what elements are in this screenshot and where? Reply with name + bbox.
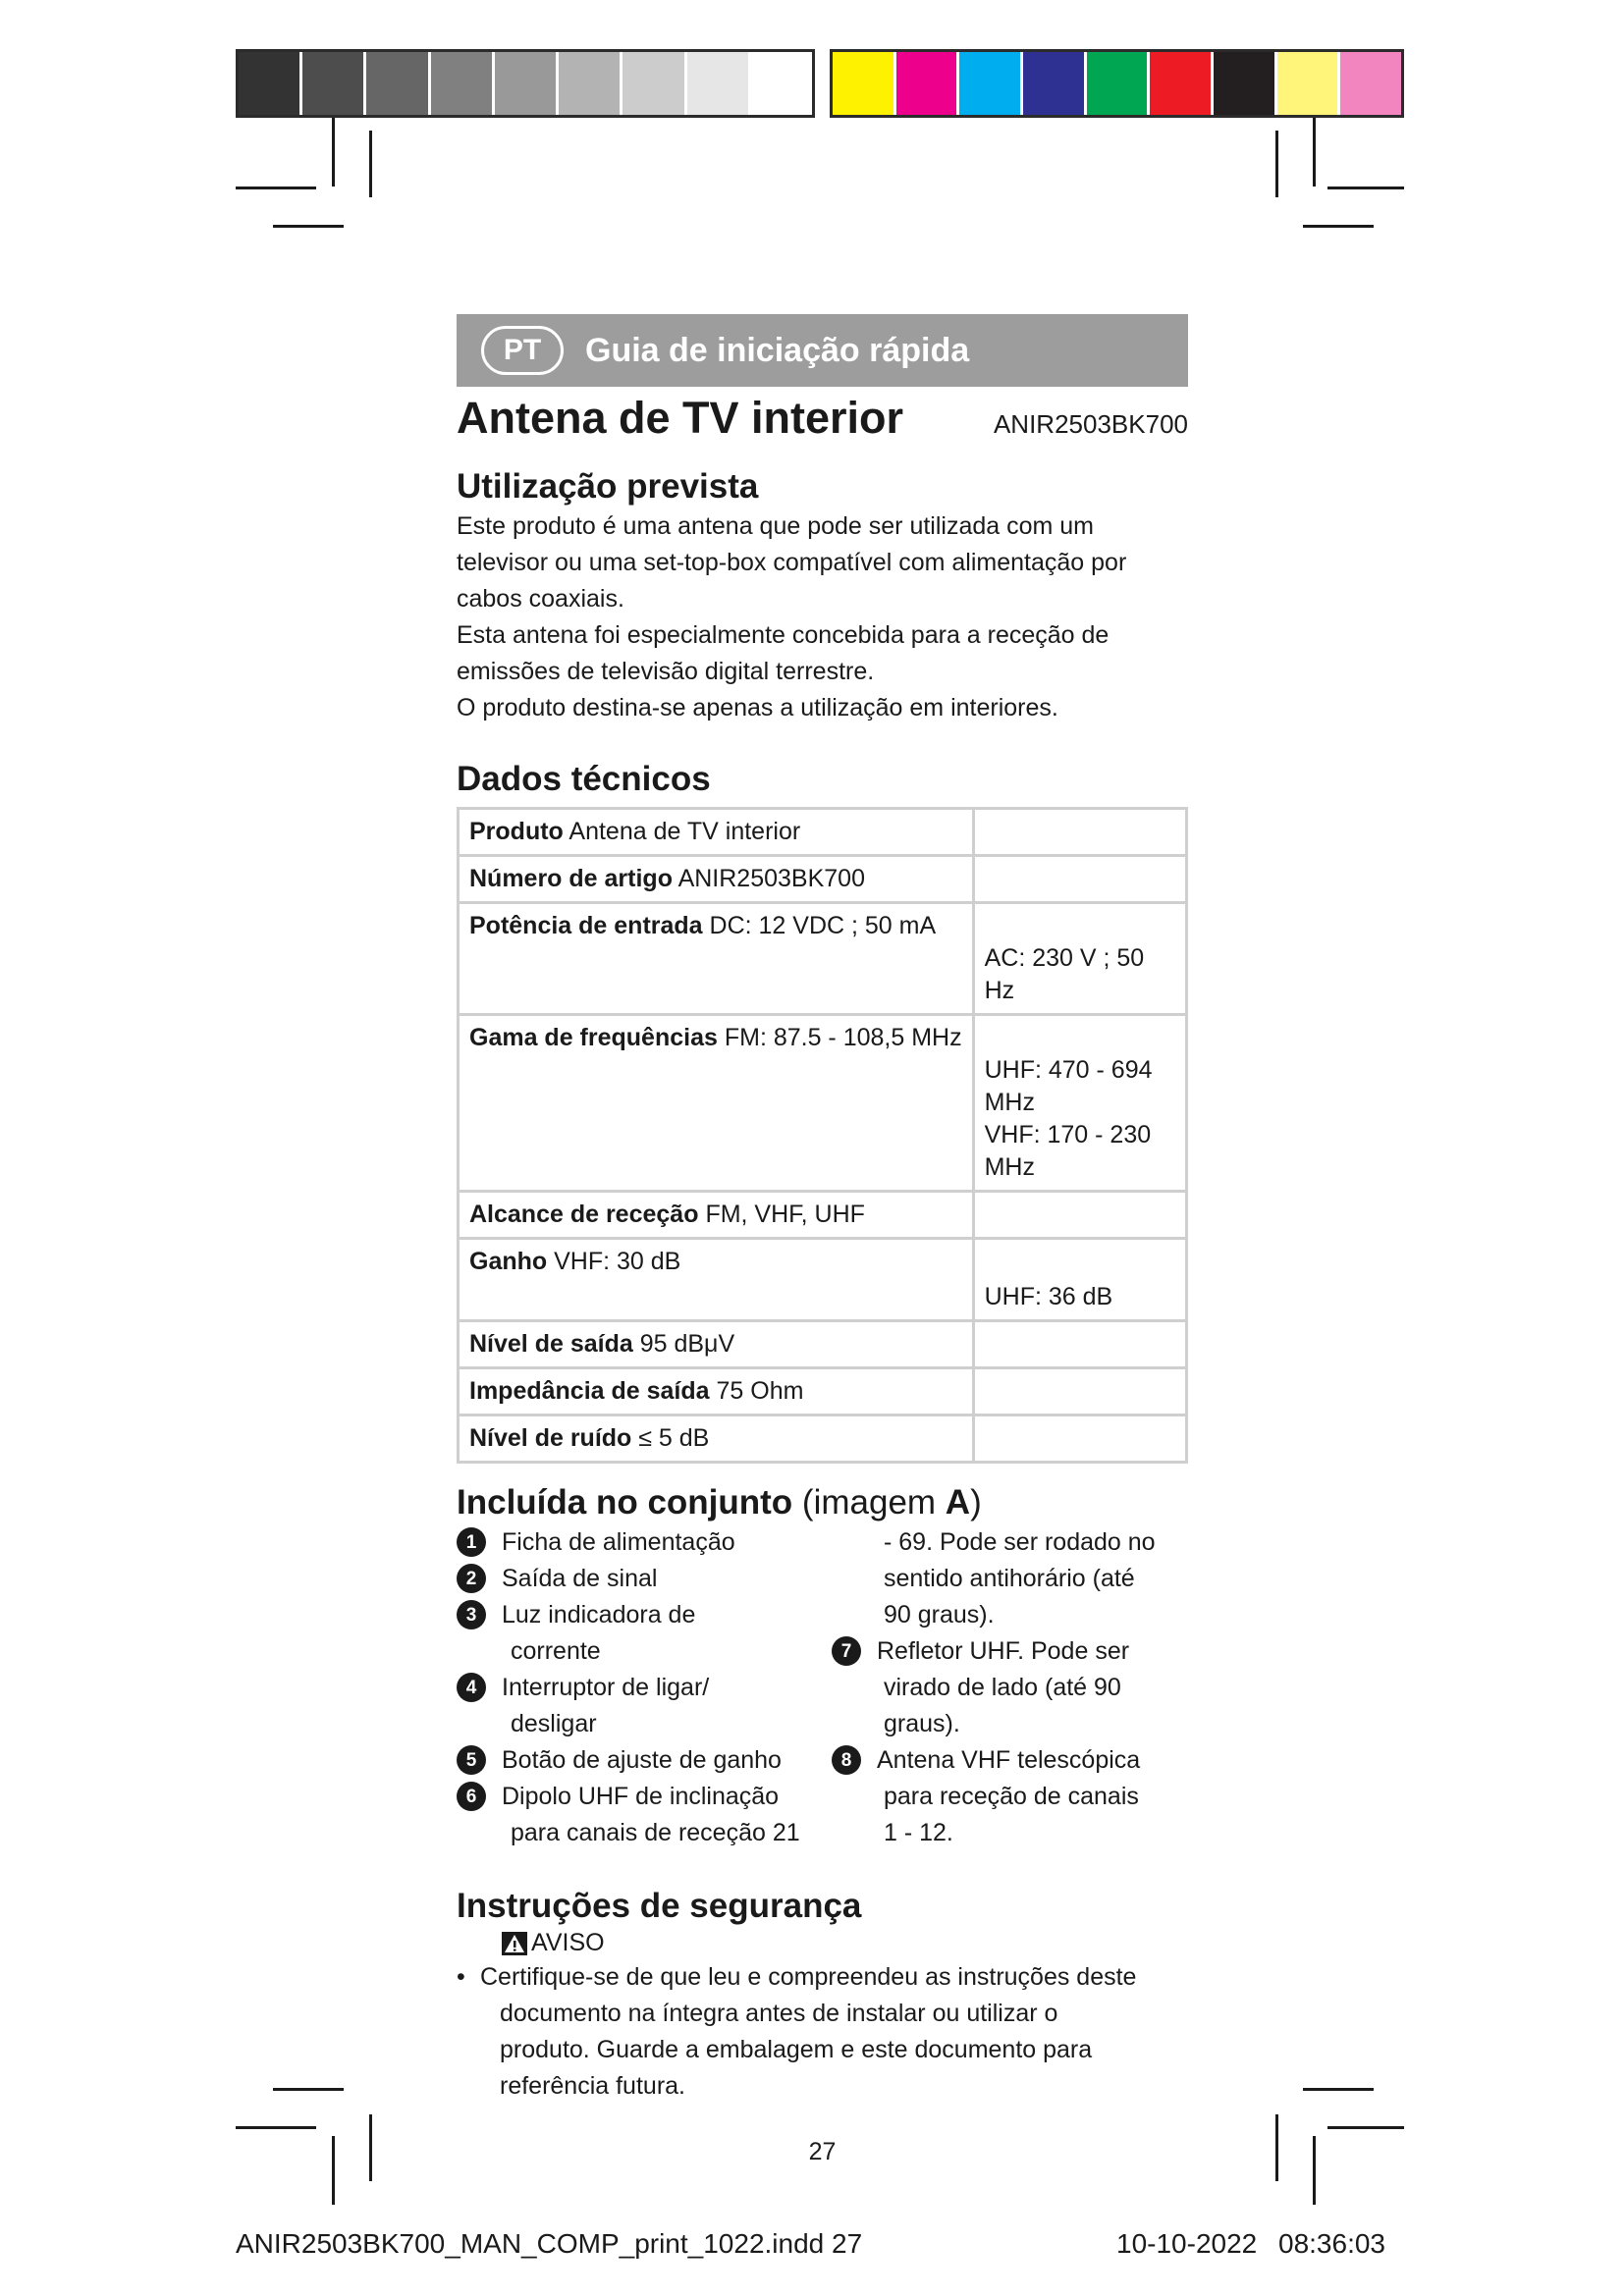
row-value: ≤ 5 dB [638,1424,710,1452]
color-swatch [302,52,366,115]
crop-mark [1303,225,1374,228]
table-row [459,1368,1187,1415]
row-label: Impedância de saída [469,1377,710,1405]
item-number-badge: 2 [457,1564,486,1593]
list-item [457,1524,830,1561]
crop-mark [236,2126,316,2129]
list-item [457,1597,830,1633]
list-item [457,1779,830,1815]
item-text-continued: corrente [511,1637,601,1665]
row-value: FM: 87.5 - 108,5 MHz [724,1024,962,1051]
crop-mark [1313,2136,1316,2205]
intended-use-text [457,508,1188,726]
print-time: 08:36:03 [1278,2228,1385,2259]
item-text: Interruptor de ligar/ [502,1674,710,1701]
item-text-continued: graus). [884,1710,960,1737]
item-text-continued: para receção de canais [884,1783,1139,1810]
included-items-left [457,1524,830,1851]
crop-mark [1275,131,1278,197]
crop-mark [332,118,335,187]
item-text-continued: desligar [511,1710,597,1737]
text-line: O produto destina-se apenas a utilização em interiores. [457,694,1058,721]
item-number-badge: 8 [832,1745,861,1775]
row-value: UHF: 36 dB [984,1283,1113,1310]
text-line: documento na íntegra antes de instalar ou utilizar o [500,2000,1058,2027]
text-line: referência futura. [500,2072,685,2100]
color-calibration-bar [830,49,1404,118]
table-row [459,809,1187,856]
table-row [459,903,1187,1015]
list-item [457,1561,830,1597]
crop-mark [273,225,344,228]
item-text-continued: para canais de receção 21 [511,1819,800,1846]
row-label: Alcance de receção [469,1201,699,1228]
row-value: VHF: 30 dB [554,1248,681,1275]
row-value: ANIR2503BK700 [677,865,865,892]
table-row [459,1415,1187,1463]
row-value: 95 dBμV [639,1330,735,1358]
item-text-continued: - 69. Pode ser rodado no [884,1528,1156,1556]
text-line: produto. Guarde a embalagem e este documento para [500,2036,1093,2063]
color-swatch [959,52,1023,115]
image-reference-letter: A [945,1483,971,1522]
row-value: AC: 230 V ; 50 Hz [984,944,1145,1004]
color-swatch [1087,52,1151,115]
heading-bold-part: Incluída no conjunto [457,1483,793,1522]
section-heading-included [457,1483,1188,1522]
grayscale-calibration-bar [236,49,815,118]
crop-mark [236,187,316,189]
crop-mark [369,131,372,197]
section-heading-technical-data: Dados técnicos [457,760,711,798]
crop-mark [1327,2126,1404,2129]
item-text: Botão de ajuste de ganho [502,1746,782,1774]
crop-mark [1327,187,1404,189]
color-swatch [1277,52,1341,115]
table-row [459,1192,1187,1239]
item-text-continued: 90 graus). [884,1601,995,1629]
item-text-continued: 1 - 12. [884,1819,953,1846]
color-swatch [431,52,495,115]
item-number-badge: 6 [457,1782,486,1811]
crop-mark [332,2136,335,2205]
item-text-continued: virado de lado (até 90 [884,1674,1121,1701]
language-banner [457,314,1188,387]
crop-mark [369,2114,372,2181]
item-text: Antena VHF telescópica [877,1746,1141,1774]
crop-mark [1275,2114,1278,2181]
color-swatch [366,52,430,115]
bullet-text [480,1959,1136,2105]
bullet-dot: • [457,1963,465,1991]
list-item [457,1959,1188,2105]
row-value: FM, VHF, UHF [705,1201,865,1228]
item-text: Refletor UHF. Pode ser [877,1637,1130,1665]
crop-mark [1303,2088,1374,2091]
row-value: UHF: 470 - 694 MHz [984,1056,1153,1116]
item-text: Dipolo UHF de inclinação [502,1783,780,1810]
color-swatch [687,52,751,115]
item-number-badge: 3 [457,1600,486,1629]
heading-close-paren: ) [970,1483,982,1522]
color-swatch [751,52,812,115]
included-items-right [830,1524,1188,1851]
item-number-badge: 4 [457,1673,486,1702]
item-text: Luz indicadora de [502,1601,696,1629]
item-text: Saída de sinal [502,1565,658,1592]
text-line: emissões de televisão digital terrestre. [457,658,875,685]
color-swatch [495,52,559,115]
warning-label-row [457,1926,1188,1959]
color-swatch [1340,52,1401,115]
print-file-slug: ANIR2503BK700_MAN_COMP_print_1022.indd 27 [236,2228,863,2259]
warning-label: AVISO [531,1929,605,1956]
color-swatch [1023,52,1087,115]
table-row [459,1321,1187,1368]
table-row [459,1239,1187,1321]
row-label: Número de artigo [469,865,673,892]
technical-data-table [457,807,1188,1464]
item-number-badge: 5 [457,1745,486,1775]
row-value: Antena de TV interior [568,818,801,845]
list-item [830,1633,1188,1670]
language-code-badge: PT [481,326,564,375]
color-swatch [1214,52,1277,115]
list-item [457,1742,830,1779]
list-item [457,1670,830,1706]
row-value: DC: 12 VDC ; 50 mA [709,912,937,939]
list-item [830,1742,1188,1779]
model-number: ANIR2503BK700 [993,409,1188,439]
row-label: Potência de entrada [469,912,703,939]
color-swatch [559,52,623,115]
item-text-continued: sentido antihorário (até [884,1565,1135,1592]
section-heading-safety: Instruções de segurança [457,1887,862,1925]
print-date: 10-10-2022 [1116,2228,1258,2259]
quick-start-guide [457,314,1188,2166]
crop-mark [1313,118,1316,187]
section-heading-intended-use: Utilização prevista [457,467,759,506]
row-value: VHF: 170 - 230 MHz [984,1121,1152,1181]
table-row [459,1015,1187,1192]
row-label: Ganho [469,1248,548,1275]
row-label: Produto [469,818,564,845]
color-swatch [896,52,960,115]
color-swatch [239,52,302,115]
item-text: Ficha de alimentação [502,1528,735,1556]
text-line: televisor ou uma set-top-box compatível com alimentação por [457,549,1127,576]
included-items [457,1524,1188,1851]
color-swatch [833,52,896,115]
row-label: Nível de saída [469,1330,633,1358]
guide-title: Guia de iniciação rápida [585,331,970,369]
color-swatch [1150,52,1214,115]
text-line: Esta antena foi especialmente concebida para a receção de [457,621,1110,649]
item-number-badge: 7 [832,1636,861,1666]
page-number: 27 [808,2138,837,2165]
row-value: 75 Ohm [716,1377,804,1405]
row-label: Nível de ruído [469,1424,632,1452]
text-line: Este produto é uma antena que pode ser utilizada com um [457,512,1095,540]
row-label: Gama de frequências [469,1024,718,1051]
warning-triangle-icon [502,1932,527,1955]
document-title: Antena de TV interior [457,393,904,443]
color-swatch [623,52,686,115]
table-row [459,856,1187,903]
crop-mark [273,2088,344,2091]
item-number-badge: 1 [457,1527,486,1557]
heading-normal-part: (imagem [792,1483,946,1522]
text-line: Certifique-se de que leu e compreendeu as instruções deste [480,1963,1137,1991]
text-line: cabos coaxiais. [457,585,624,613]
